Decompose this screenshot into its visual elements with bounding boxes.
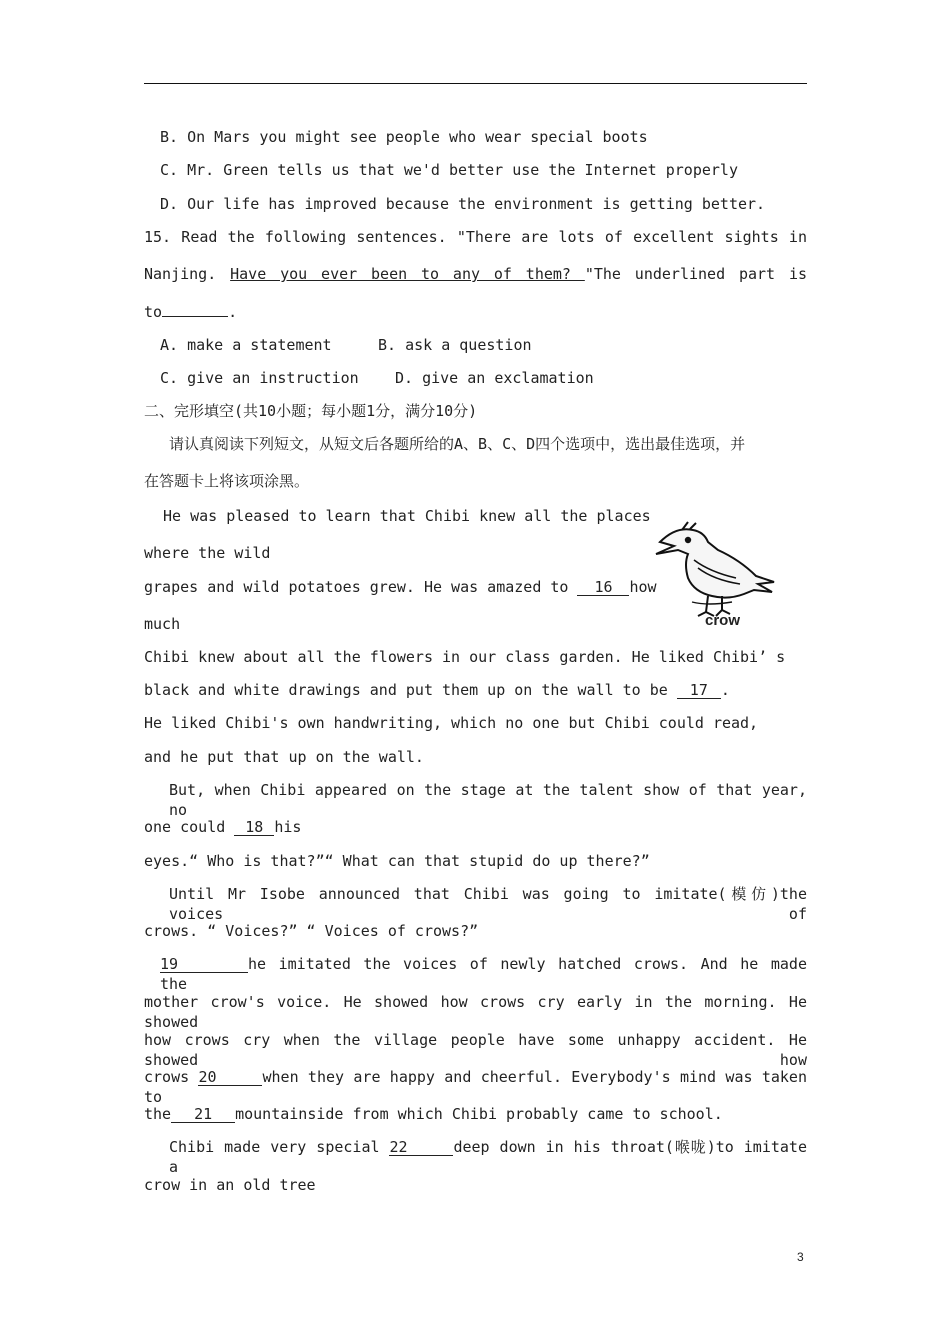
passage-line: Chibi made very special 22 deep down in his throat(喉咙)to imitate a bbox=[169, 1138, 807, 1176]
blank-17: 17 bbox=[677, 682, 721, 699]
passage-line: He liked Chibi's own handwriting, which no one but Chibi could read, bbox=[144, 714, 759, 732]
underlined-sentence: Have you ever been to any of them? bbox=[230, 265, 585, 283]
section-heading: 二、完形填空(共10小题；每小题1分，满分10分) bbox=[144, 402, 478, 420]
passage-line: and he put that up on the wall. bbox=[144, 748, 424, 766]
passage-line: how crows cry when the village people have some unhappy accident. He showed how bbox=[144, 1031, 807, 1069]
section-instruction-2: 在答题卡上将该项涂黑。 bbox=[144, 472, 310, 490]
passage-line: where the wild bbox=[144, 544, 271, 562]
q15-option-d: D. give an exclamation bbox=[395, 369, 594, 387]
blank-19: 19 bbox=[160, 956, 248, 973]
blank-22: 22 bbox=[389, 1139, 453, 1156]
passage-line: mother crow's voice. He showed how crows cry early in the morning. He showed bbox=[144, 993, 807, 1031]
passage-line: 19 he imitated the voices of newly hatched crows. And he made the bbox=[160, 955, 807, 993]
passage-line: But, when Chibi appeared on the stage at the talent show of that year, no bbox=[169, 781, 807, 819]
blank-16: 16 bbox=[577, 579, 629, 596]
option-d: D. Our life has improved because the environment is getting better. bbox=[160, 195, 766, 213]
q15-option-a: A. make a statement bbox=[160, 336, 332, 354]
section-instruction-1: 请认真阅读下列短文，从短文后各题所给的A、B、C、D四个选项中，选出最佳选项，并 bbox=[169, 435, 746, 453]
crow-caption: crow bbox=[705, 612, 741, 629]
q15-option-b: B. ask a question bbox=[378, 336, 532, 354]
blank-20: 20 bbox=[198, 1069, 262, 1086]
passage-line: crows. “ Voices?” “ Voices of crows?” bbox=[144, 922, 479, 940]
passage-line: He was pleased to learn that Chibi knew all the places bbox=[163, 507, 651, 525]
question-15-line3: to . bbox=[144, 303, 238, 321]
passage-line: the 21 mountainside from which Chibi probably came to school. bbox=[144, 1105, 723, 1123]
option-c: C. Mr. Green tells us that we'd better use the Internet properly bbox=[160, 161, 738, 179]
question-15-line1: 15. Read the following sentences. "There are lots of excellent sights in bbox=[144, 228, 807, 246]
passage-line: Until Mr Isobe announced that Chibi was going to imitate(模仿)the voices of bbox=[169, 885, 807, 923]
passage-line: eyes.“ Who is that?”“ What can that stupid do up there?” bbox=[144, 852, 650, 870]
passage-line: crows 20 when they are happy and cheerful. Everybody's mind was taken to bbox=[144, 1068, 807, 1106]
question-15-line2: Nanjing. Have you ever been to any of them? "The underlined part is bbox=[144, 265, 808, 283]
passage-line: black and white drawings and put them up on the wall to be 17 . bbox=[144, 681, 730, 699]
passage-line: Chibi knew about all the flowers in our class garden. He liked Chibi’ s bbox=[144, 648, 786, 666]
header-rule bbox=[144, 83, 807, 84]
passage-line: grapes and wild potatoes grew. He was amazed to 16 how bbox=[144, 578, 657, 596]
page-number: 3 bbox=[797, 1250, 804, 1264]
blank-21: 21 bbox=[171, 1106, 235, 1123]
passage-line: much bbox=[144, 615, 181, 633]
passage-line: crow in an old tree bbox=[144, 1176, 316, 1194]
option-b: B. On Mars you might see people who wear special boots bbox=[160, 128, 648, 146]
blank-18: 18 bbox=[234, 819, 274, 836]
passage-line: one could 18 his bbox=[144, 818, 302, 836]
q15-option-c: C. give an instruction bbox=[160, 369, 359, 387]
